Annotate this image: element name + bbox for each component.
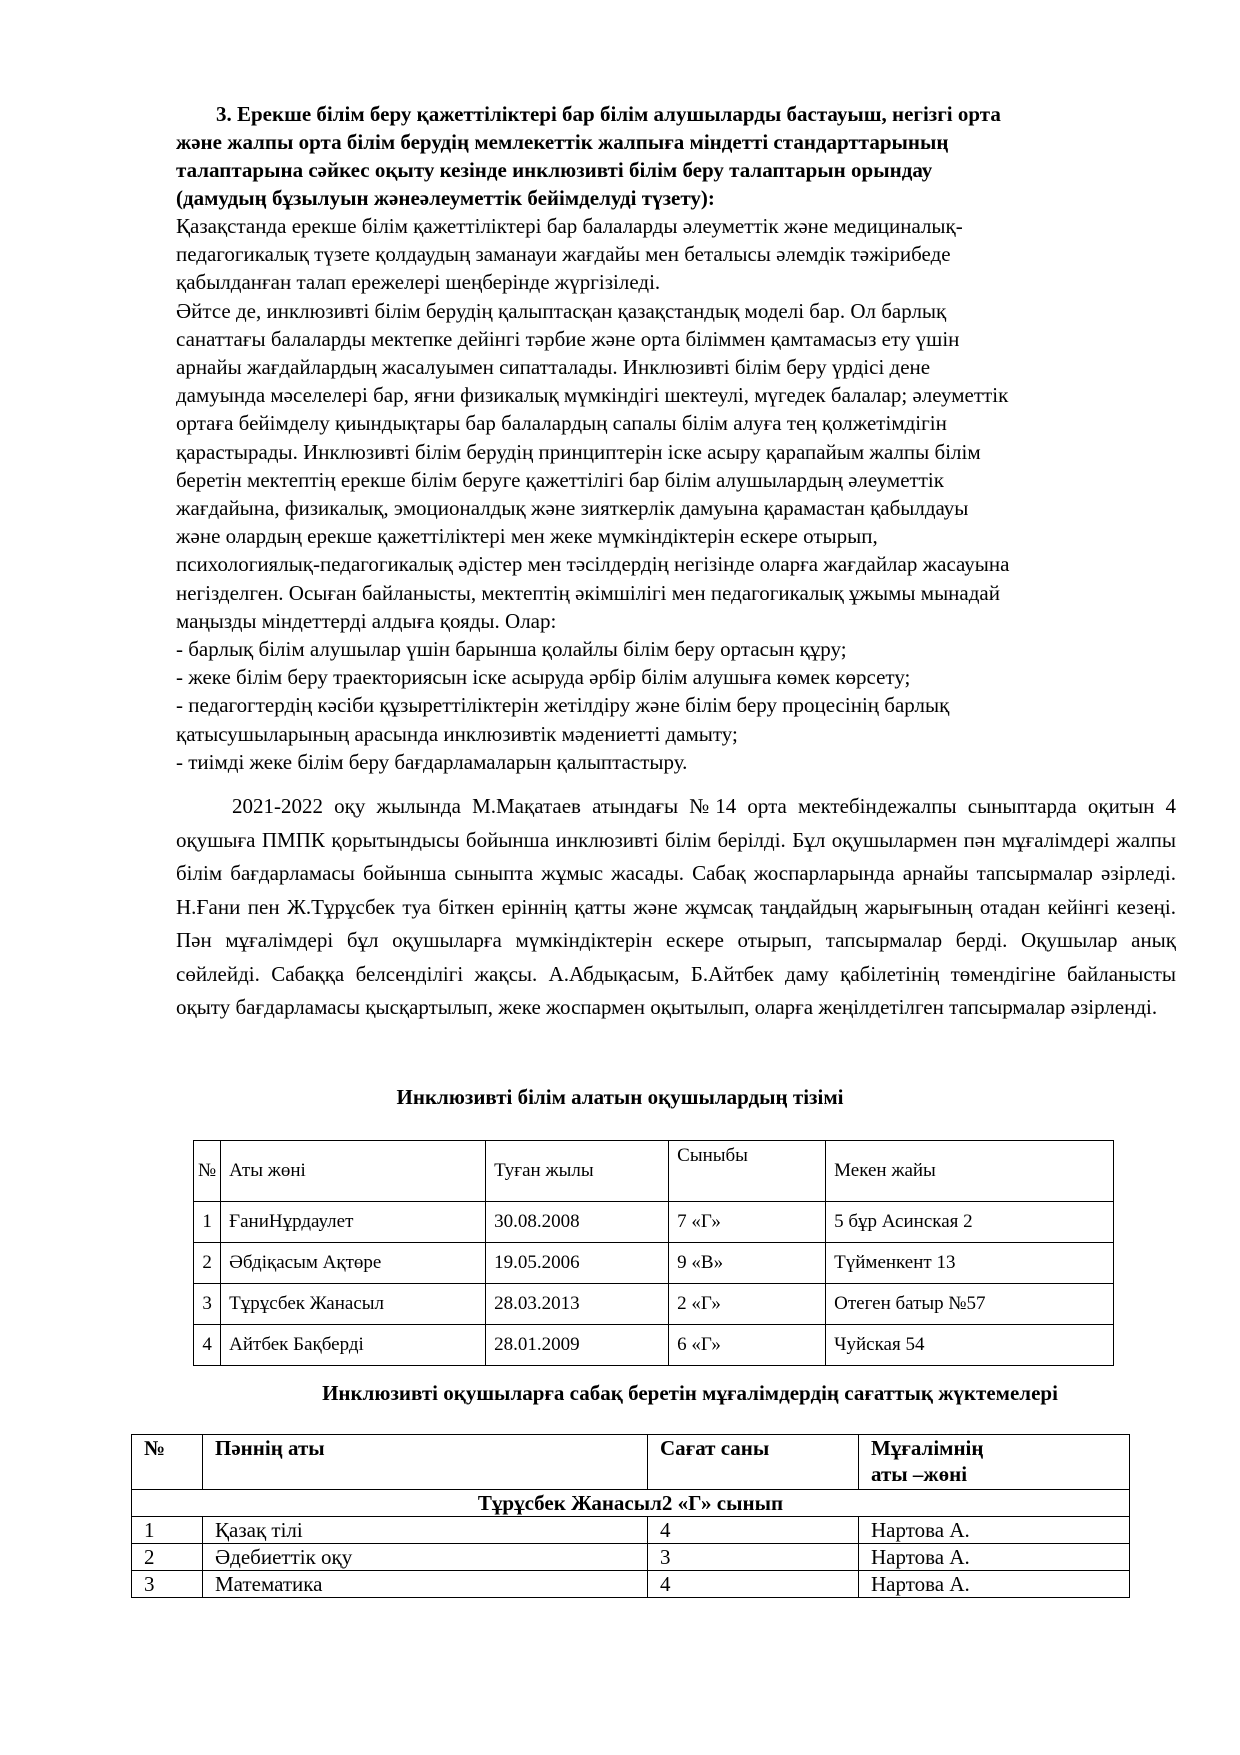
table1-caption: Инклюзивті білім алатын оқушылардың тізімі: [396, 1085, 844, 1109]
table-row: [194, 1325, 1114, 1366]
header-cell: Пәннің аты: [203, 1435, 648, 1490]
table-cell: 2: [132, 1544, 203, 1571]
heading-line: талаптарына сәйкес оқыту кезінде инклюзивті білім беру талаптарын орындау: [176, 158, 933, 182]
heading-line: (дамудың бұзылуын жәнеәлеуметтік бейімделуді түзету):: [176, 186, 715, 210]
table-cell: Тұрұсбек Жанасыл: [221, 1284, 486, 1325]
text-line: психологиялық-педагогикалық әдістер мен тәсілдердің негізінде оларға жағдайлар жасауына: [176, 552, 1010, 577]
table-cell: Әдебиеттік оқу: [203, 1544, 648, 1571]
header-cell: Сағат саны: [648, 1435, 859, 1490]
table-cell: 5 бұр Асинская 2: [826, 1202, 1114, 1243]
list-item: - педагогтердің кәсіби құзыреттіліктерін жетілдіру және білім беру процесінің барлық: [176, 693, 950, 718]
header-line: Мұғалімнің: [871, 1436, 984, 1460]
table-cell: 19.05.2006: [486, 1243, 669, 1284]
heading-line: және жалпы орта білім берудің мемлекеттік жалпыға міндетті стандарттарының: [176, 130, 949, 154]
table-cell: 3: [132, 1571, 203, 1598]
table-cell: Әбдіқасым Ақтөре: [221, 1243, 486, 1284]
header-cell: [859, 1435, 1130, 1490]
table-row: [194, 1243, 1114, 1284]
table-cell: 2: [194, 1243, 221, 1284]
header-cell: Туған жылы: [486, 1141, 669, 1202]
table-row: [194, 1202, 1114, 1243]
text-line: жағдайына, физикалық, эмоционалдық және зияткерлік дамуына қарамастан қабылдауы: [176, 496, 969, 521]
paragraph-school-report: 2021-2022 оқу жылында М.Мақатаев атындағы №14 орта мектебіндежалпы сыныптарда оқитын 4 оқушыға ПМПК қорытындысы бойынша инклюзивті білім берілді. Бұл оқушылармен пән мұғалімдері жалпы білім бағдарламасы бойынша сыныпта жұмыс жасады. Сабақ жоспарларында арнайы тапсырмалар әзірледі. Н.Ғани пен Ж.Тұрұсбек туа біткен еріннің қатты және жұмсақ таңдайдың жарығының отадан кейінгі кезеңі. Пән мұғалімдері бұл оқушыларға мүмкіндіктерін ескере отырып, тапсырмалар берді. Оқушылар анық сөйлейді. Сабаққа белсенділігі жақсы. А.Абдықасым, Б.Айтбек даму қабілетінің төмендігіне байланысты оқыту бағдарламасы қысқартылып, жеке жоспармен оқытылып, оларға жеңілдетілген тапсырмалар әзірленді.: [176, 794, 1176, 1019]
list-item: - жеке білім беру траекториясын іске асыруда әрбір білім алушыға көмек көрсету;: [176, 665, 911, 690]
heading-line: 3. Ерекше білім беру қажеттіліктері бар білім алушыларды бастауыш, негізгі орта: [216, 102, 1001, 126]
header-cell: Сыныбы: [669, 1141, 826, 1202]
section-heading: [176, 100, 1176, 212]
table-cell: Математика: [203, 1571, 648, 1598]
group-cell: Тұрұсбек Жанасыл2 «Г» сынып: [132, 1490, 1130, 1517]
table-cell: Қазақ тілі: [203, 1517, 648, 1544]
text-line: қарастырады. Инклюзивті білім берудің принциптерін іске асыру қарапайым жалпы білім: [176, 439, 981, 464]
text-line: маңызды міндеттерді алдыға қояды. Олар:: [176, 608, 557, 633]
table-cell: 28.03.2013: [486, 1284, 669, 1325]
table-cell: 1: [132, 1517, 203, 1544]
table-cell: 9 «В»: [669, 1243, 826, 1284]
text-line: ортаға бейімделу қиындықтары бар балалардың сапалы білім алуға тең қолжетімдігін: [176, 411, 947, 436]
header-cell: №: [194, 1141, 221, 1202]
table-cell: Нартова А.: [859, 1571, 1130, 1598]
group-row: [132, 1490, 1130, 1517]
table2-caption: Инклюзивті оқушыларға сабақ беретін мұғалімдердің сағаттық жүктемелері: [322, 1381, 1058, 1405]
table-cell: Нартова А.: [859, 1544, 1130, 1571]
text-line: және олардың ерекше қажеттіліктері мен жеке мүмкіндіктерін ескере отырып,: [176, 524, 878, 549]
teacher-hours-table: [131, 1434, 1130, 1598]
header-cell: Аты жөні: [221, 1141, 486, 1202]
list-item: - барлық білім алушылар үшін барынша қолайлы білім беру ортасын құру;: [176, 637, 847, 662]
table-cell: Айтбек Бақберді: [221, 1325, 486, 1366]
table-cell: 4: [648, 1517, 859, 1544]
table-cell: 28.01.2009: [486, 1325, 669, 1366]
table-cell: 2 «Г»: [669, 1284, 826, 1325]
text-line: Әйтсе де, инклюзивті білім берудің қалыптасқан қазақстандық моделі бар. Ол барлық: [176, 298, 947, 323]
table-cell: ҒаниНұрдаулет: [221, 1202, 486, 1243]
table-cell: Отеген батыр №57: [826, 1284, 1114, 1325]
table-cell: 4: [194, 1325, 221, 1366]
table-cell: Нартова А.: [859, 1517, 1130, 1544]
table-cell: 4: [648, 1571, 859, 1598]
table-cell: Түйменкент 13: [826, 1243, 1114, 1284]
text-line: беретін мектептің ерекше білім беруге қажеттілігі бар білім алушылардың әлеуметтік: [176, 467, 944, 492]
header-cell: Мекен жайы: [826, 1141, 1114, 1202]
body-text: [176, 212, 1176, 776]
table-row: [132, 1544, 1130, 1571]
text-line: педагогикалық түзете қолдаудың заманауи жағдайы мен беталысы әлемдік тәжірибеде: [176, 242, 951, 267]
table-cell: Чуйская 54: [826, 1325, 1114, 1366]
table-cell: 6 «Г»: [669, 1325, 826, 1366]
table-header-row: [132, 1435, 1130, 1490]
header-line: аты –жөні: [871, 1462, 968, 1486]
text-line: негізделген. Осыған байланысты, мектептің әкімшілігі мен педагогикалық ұжымы мынадай: [176, 580, 1000, 605]
text-line: арнайы жағдайлардың жасалуымен сипатталады. Инклюзивті білім беру үрдісі дене: [176, 355, 931, 380]
text-line: қабылданған талап ережелері шеңберінде жүргізіледі.: [176, 270, 661, 295]
table-cell: 1: [194, 1202, 221, 1243]
students-table: [193, 1140, 1114, 1366]
text-line: Қазақстанда ерекше білім қажеттіліктері бар балаларды әлеуметтік және медициналық-: [176, 214, 963, 238]
table-header-row: [194, 1141, 1114, 1202]
table-row: [194, 1284, 1114, 1325]
list-item: қатысушыларының арасында инклюзивтік мәдениетті дамыту;: [176, 721, 738, 746]
table-cell: 30.08.2008: [486, 1202, 669, 1243]
header-cell: №: [132, 1435, 203, 1490]
table-cell: 3: [648, 1544, 859, 1571]
text-line: дамуында мәселелері бар, яғни физикалық мүмкіндігі шектеулі, мүгедек балалар; әлеуметтік: [176, 383, 1009, 408]
text-line: санаттағы балаларды мектепке дейінгі тәрбие және орта біліммен қамтамасыз ету үшін: [176, 326, 960, 351]
table-cell: 3: [194, 1284, 221, 1325]
list-item: - тиімді жеке білім беру бағдарламаларын қалыптастыру.: [176, 749, 688, 774]
table-row: [132, 1517, 1130, 1544]
table-cell: 7 «Г»: [669, 1202, 826, 1243]
table-row: [132, 1571, 1130, 1598]
